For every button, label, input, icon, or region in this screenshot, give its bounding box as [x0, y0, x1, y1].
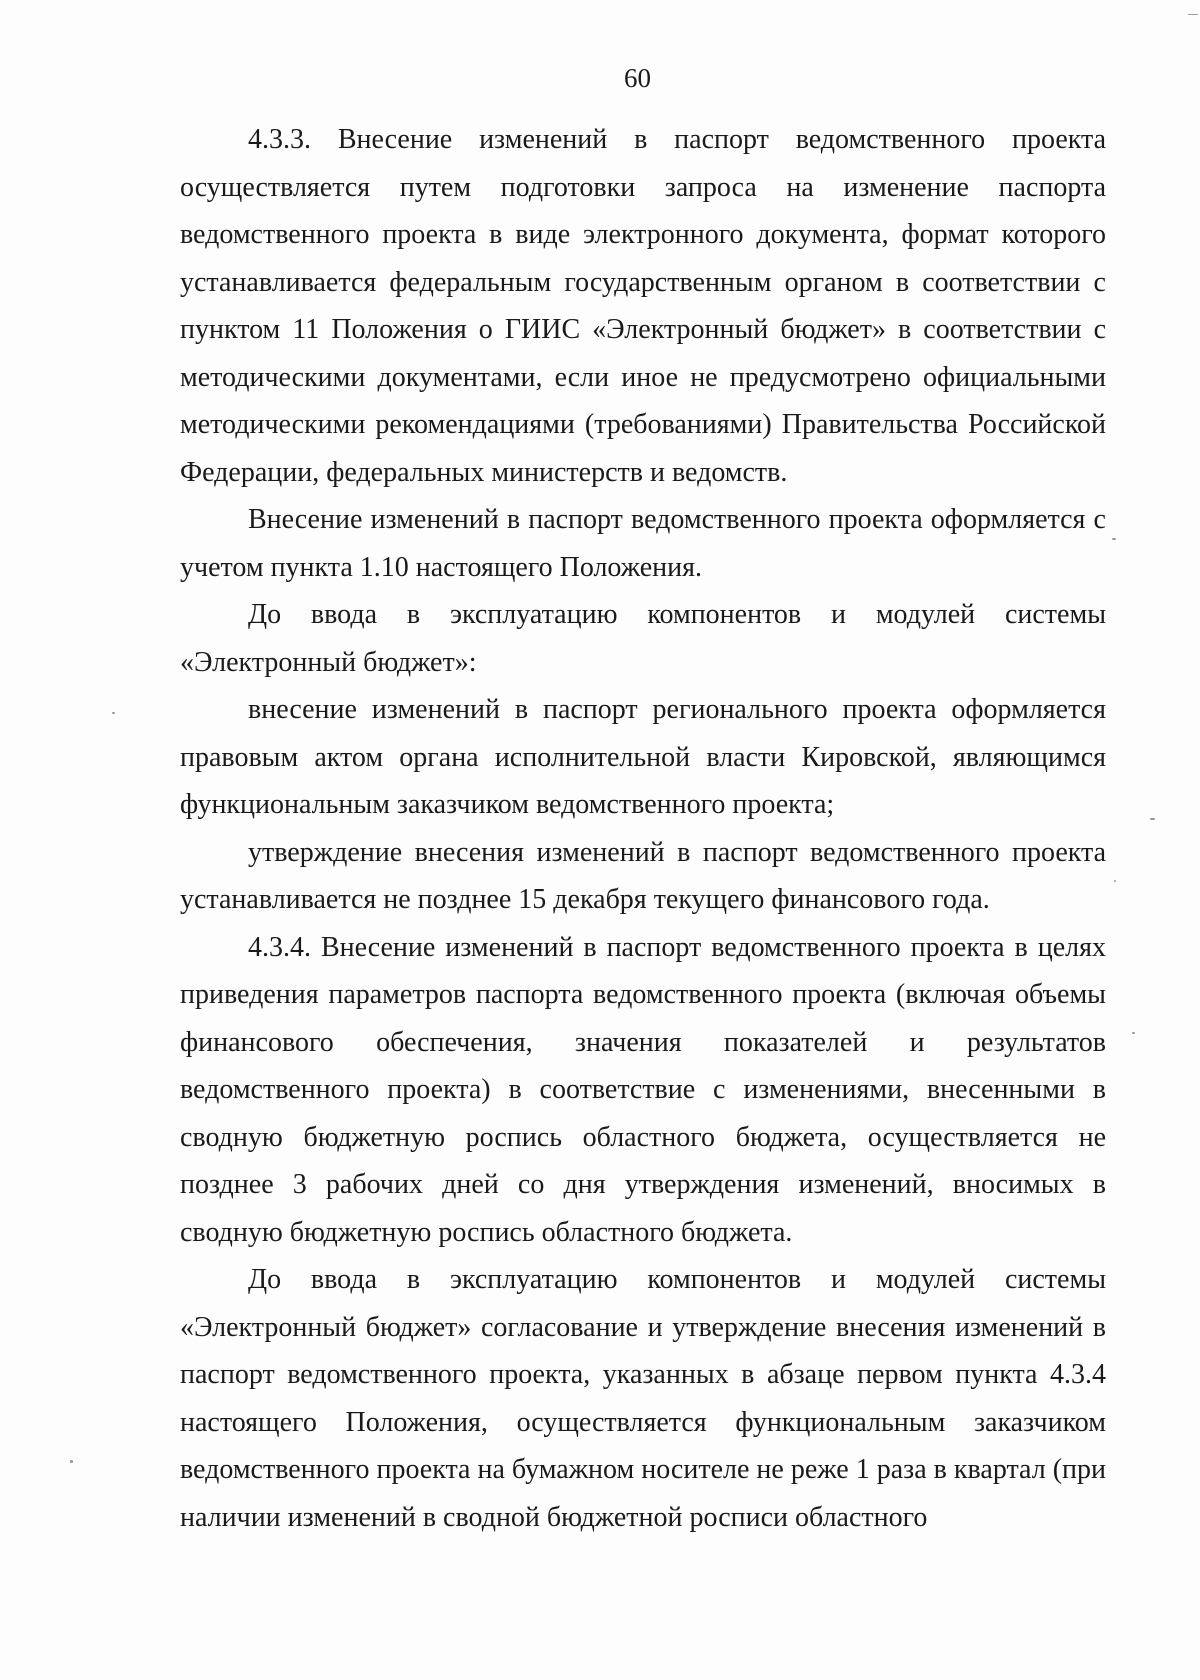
page-number: 60	[624, 63, 651, 93]
scan-speck	[1150, 818, 1155, 820]
paragraph-before-commissioning: До ввода в эксплуатацию компонентов и модулей системы «Электронный бюджет»:	[180, 599, 1106, 678]
document-body	[180, 116, 1106, 1541]
scan-speck	[112, 712, 115, 714]
paragraph-4-3-4: 4.3.4. Внесение изменений в паспорт ведомственного проекта в целях приведения параметров паспорта ведомственного проекта (включая объемы финансового обеспечения, значения показателей и результатов ведомственного проекта) в соответствие с изменениями, внесенными в сводную бюджетную роспись областного бюджета, осуществляется не позднее 3 рабочих дней со дня утверждения изменений, вносимых в сводную бюджетную роспись областного бюджета.	[180, 931, 1106, 1248]
scan-speck	[70, 1460, 73, 1463]
scan-speck	[1188, 14, 1198, 15]
scan-speck	[1132, 1032, 1135, 1034]
paragraph-regional-project-amendment: внесение изменений в паспорт регионального проекта оформляется правовым актом органа исполнительной власти Кировской, являющимся функциональным заказчиком ведомственного проекта;	[180, 694, 1106, 820]
paragraph-4-3-3: 4.3.3. Внесение изменений в паспорт ведомственного проекта осуществляется путем подготовки запроса на изменение паспорта ведомственного проекта в виде электронного документа, формат которого устанавливается федеральным государственным органом в соответствии с пунктом 11 Положения о ГИИС «Электронный бюджет» в соответствии с методическими документами, если иное не предусмотрено официальными методическими рекомендациями (требованиями) Правительства Российской Федерации, федеральных министерств и ведомств.	[180, 124, 1106, 488]
scan-speck	[1114, 880, 1116, 882]
scan-speck	[1112, 538, 1116, 540]
paragraph-amendment-registration: Внесение изменений в паспорт ведомственного проекта оформляется с учетом пункта 1.10 настоящего Положения.	[180, 504, 1106, 583]
paragraph-approval-deadline: утверждение внесения изменений в паспорт ведомственного проекта устанавливается не позднее 15 декабря текущего финансового года.	[180, 836, 1106, 915]
paragraph-paper-approval: До ввода в эксплуатацию компонентов и модулей системы «Электронный бюджет» согласование и утверждение внесения изменений в паспорт ведомственного проекта, указанных в абзаце первом пункта 4.3.4 настоящего Положения, осуществляется функциональным заказчиком ведомственного проекта на бумажном носителе не реже 1 раза в квартал (при наличии изменений в сводной бюджетной росписи областного	[180, 1264, 1106, 1533]
